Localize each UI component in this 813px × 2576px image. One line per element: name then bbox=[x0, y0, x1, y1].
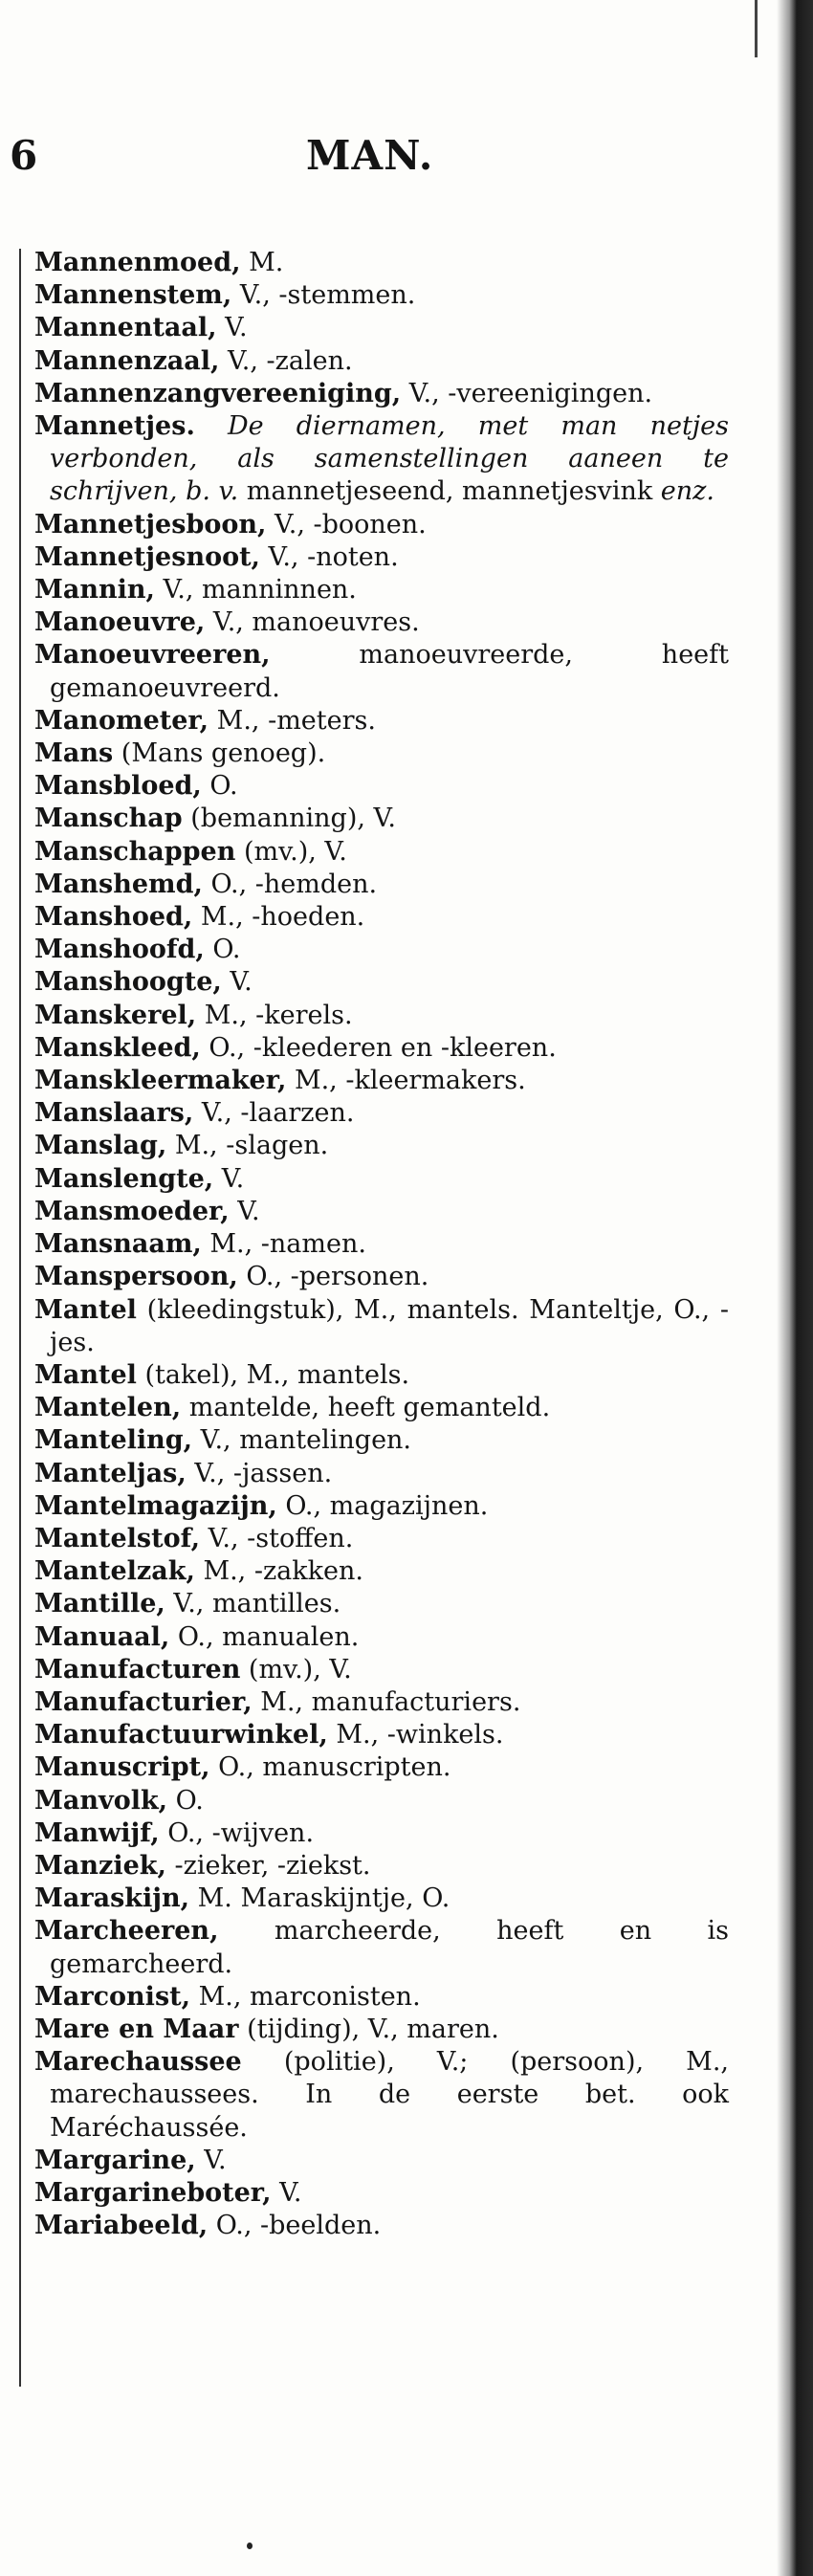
dictionary-entry bbox=[34, 378, 729, 410]
entry-headword: Manslag, bbox=[34, 1131, 167, 1161]
entry-headword: Manuaal, bbox=[34, 1621, 170, 1652]
entry-definition: mannetjeseend, mannetjesvink bbox=[238, 476, 653, 507]
dictionary-entry bbox=[34, 705, 729, 738]
entry-headword: Manspersoon, bbox=[34, 1262, 238, 1292]
entry-definition: O. bbox=[167, 1785, 204, 1816]
entry-definition: M. Maraskijntje, O. bbox=[189, 1883, 450, 1914]
entry-headword: Mannenzaal, bbox=[34, 345, 220, 376]
dictionary-entry bbox=[34, 1719, 729, 1751]
dictionary-entry bbox=[34, 1490, 729, 1523]
entry-usage-note: enz. bbox=[652, 476, 714, 507]
entry-headword: Mantel bbox=[34, 1359, 137, 1390]
entry-definition: (bemanning), V. bbox=[182, 804, 396, 834]
entry-headword: Mannin, bbox=[34, 575, 155, 605]
entry-definition: V., -jassen. bbox=[186, 1458, 333, 1488]
entry-definition: (mv.), V. bbox=[240, 1654, 352, 1684]
entry-headword: Mantel bbox=[34, 1294, 137, 1325]
dictionary-entry bbox=[34, 1130, 729, 1162]
entry-definition: O. bbox=[201, 771, 238, 802]
entry-definition: O., manuscripten. bbox=[209, 1752, 451, 1783]
entry-headword: Manufacturen bbox=[34, 1654, 241, 1684]
entry-headword: Mantelmagazijn, bbox=[34, 1490, 277, 1521]
entry-headword: Margarineboter, bbox=[34, 2177, 272, 2208]
entry-headword: Mansnaam, bbox=[34, 1229, 202, 1260]
dictionary-entry bbox=[34, 1065, 729, 1097]
entry-headword: Manteljas, bbox=[34, 1458, 187, 1488]
dictionary-entry bbox=[34, 2177, 729, 2210]
entry-definition: V., -vereenigingen. bbox=[401, 378, 653, 408]
entry-definition: V., -zalen. bbox=[219, 345, 353, 376]
entry-headword: Maraskijn, bbox=[34, 1883, 190, 1914]
page-number: 6 bbox=[10, 132, 38, 179]
entry-definition: V. bbox=[216, 313, 248, 343]
dictionary-entry bbox=[34, 2046, 729, 2145]
entry-headword: Mariabeeld, bbox=[34, 2211, 209, 2241]
column-rule bbox=[19, 249, 21, 2387]
dictionary-entry bbox=[34, 1915, 729, 1980]
entry-definition: M. bbox=[240, 248, 284, 277]
entry-definition: V. bbox=[271, 2177, 302, 2208]
entry-definition: O., -wijven. bbox=[159, 1817, 315, 1848]
entry-definition: M., -zakken. bbox=[194, 1556, 363, 1587]
entry-headword: Manufactuurwinkel, bbox=[34, 1720, 328, 1750]
entry-headword: Manskleed, bbox=[34, 1032, 201, 1063]
entry-definition: M., -meters. bbox=[209, 705, 376, 736]
entry-headword: Marconist, bbox=[34, 1981, 191, 2012]
entry-headword: Mantelen, bbox=[34, 1393, 182, 1423]
entry-headword: Manziek, bbox=[34, 1850, 166, 1881]
entry-headword: Mare en Maar bbox=[34, 2014, 239, 2044]
dictionary-entry bbox=[34, 2145, 729, 2177]
dictionary-entry bbox=[34, 901, 729, 934]
entry-definition: M., -slagen. bbox=[166, 1131, 329, 1161]
entry-headword: Marechaussee bbox=[34, 2047, 242, 2078]
entry-headword: Manslengte, bbox=[34, 1163, 214, 1194]
dictionary-entry bbox=[34, 541, 729, 574]
entry-headword: Mannenmoed, bbox=[34, 248, 241, 277]
dictionary-entry bbox=[34, 312, 729, 344]
dictionary-entry bbox=[34, 1458, 729, 1490]
entry-headword: Mantille, bbox=[34, 1589, 165, 1619]
entry-definition: O., magazijnen. bbox=[276, 1490, 489, 1521]
entry-definition: M., -kerels. bbox=[196, 1000, 353, 1030]
dictionary-entry-list bbox=[34, 247, 729, 2242]
dictionary-entry bbox=[34, 1359, 729, 1392]
entry-definition: O., -kleederen en -kleeren. bbox=[200, 1032, 557, 1063]
entry-definition: (Mans genoeg). bbox=[113, 738, 326, 769]
entry-headword: Manuscript, bbox=[34, 1752, 210, 1783]
entry-definition: V., manninnen. bbox=[154, 575, 357, 605]
entry-headword: Manteling, bbox=[34, 1425, 193, 1456]
dictionary-entry bbox=[34, 639, 729, 704]
entry-definition: M., manufacturiers. bbox=[252, 1686, 521, 1717]
entry-headword: Mannentaal, bbox=[34, 313, 217, 343]
binding-speck bbox=[755, 0, 758, 57]
dictionary-entry bbox=[34, 836, 729, 869]
entry-definition: (politie), V.; (persoon), M., marechaussees. In de eerste bet. ook Maréchaussée. bbox=[50, 2047, 729, 2143]
entry-definition: V. bbox=[213, 1163, 245, 1194]
entry-definition: V., mantelingen. bbox=[192, 1425, 412, 1456]
entry-headword: Margarine, bbox=[34, 2145, 196, 2175]
entry-definition: M., -kleermakers. bbox=[286, 1066, 526, 1096]
entry-headword: Mantelstof, bbox=[34, 1523, 201, 1553]
dictionary-entry bbox=[34, 1686, 729, 1719]
dictionary-entry bbox=[34, 1163, 729, 1196]
entry-definition: V., -stemmen. bbox=[231, 280, 416, 311]
dictionary-entry bbox=[34, 1228, 729, 1261]
dictionary-entry bbox=[34, 770, 729, 803]
dictionary-entry bbox=[34, 1523, 729, 1555]
dictionary-entry bbox=[34, 2014, 729, 2046]
entry-definition: (takel), M., mantels. bbox=[136, 1359, 410, 1390]
dictionary-entry bbox=[34, 1196, 729, 1228]
dictionary-entry bbox=[34, 574, 729, 606]
entry-headword: Mannetjes. bbox=[34, 411, 195, 442]
dictionary-entry bbox=[34, 1588, 729, 1620]
dictionary-entry bbox=[34, 1751, 729, 1784]
dictionary-entry bbox=[34, 1000, 729, 1032]
entry-headword: Manwijf, bbox=[34, 1817, 160, 1848]
entry-definition: mantelde, heeft gemanteld. bbox=[181, 1393, 551, 1423]
entry-definition: V. bbox=[195, 2145, 227, 2175]
dictionary-entry bbox=[34, 738, 729, 770]
entry-headword: Manshemd, bbox=[34, 869, 203, 899]
dictionary-entry bbox=[34, 1981, 729, 2014]
entry-headword: Manskerel, bbox=[34, 1000, 197, 1030]
entry-definition: M., -hoeden. bbox=[192, 902, 365, 933]
dictionary-entry bbox=[34, 1882, 729, 1915]
ink-speck bbox=[247, 2543, 253, 2549]
dictionary-entry bbox=[34, 1621, 729, 1654]
entry-headword: Manslaars, bbox=[34, 1098, 194, 1129]
dictionary-entry bbox=[34, 1555, 729, 1588]
entry-headword: Manskleermaker, bbox=[34, 1066, 287, 1096]
entry-definition: (kleedingstuk), M., mantels. Manteltje, O., -jes. bbox=[50, 1294, 729, 1357]
entry-headword: Manoeuvre, bbox=[34, 607, 206, 638]
entry-headword: Mansmoeder, bbox=[34, 1196, 230, 1226]
entry-definition: (mv.), V. bbox=[235, 836, 347, 867]
entry-definition: O., -hemden. bbox=[202, 869, 378, 899]
entry-headword: Mantelzak, bbox=[34, 1556, 195, 1587]
dictionary-entry bbox=[34, 1424, 729, 1457]
entry-definition: V., -noten. bbox=[259, 541, 399, 572]
entry-headword: Mansbloed, bbox=[34, 771, 202, 802]
entry-definition: manoeuvreerde, heeft gemanoeuvreerd. bbox=[50, 640, 729, 703]
dictionary-entry bbox=[34, 1850, 729, 1882]
entry-headword: Mannetjesboon, bbox=[34, 509, 267, 539]
entry-definition: O., -personen. bbox=[237, 1262, 429, 1292]
entry-usage-note: De diernamen, met man netjes verbonden, als samenstellingen aaneen te schrijven, b. v. bbox=[50, 411, 729, 507]
entry-headword: Manoeuvreeren, bbox=[34, 640, 271, 671]
entry-definition: (tijding), V., maren. bbox=[238, 2014, 499, 2044]
entry-definition: marcheerde, heeft en is gemarcheerd. bbox=[50, 1916, 729, 1979]
entry-headword: Manvolk, bbox=[34, 1785, 168, 1816]
dictionary-entry bbox=[34, 279, 729, 312]
entry-definition: V., -laarzen. bbox=[193, 1098, 355, 1129]
entry-definition: M., marconisten. bbox=[190, 1981, 421, 2012]
entry-headword: Mannenstem, bbox=[34, 280, 232, 311]
entry-definition: V., -boonen. bbox=[266, 509, 427, 539]
entry-headword: Mannetjesnoot, bbox=[34, 541, 260, 572]
dictionary-entry bbox=[34, 966, 729, 999]
entry-headword: Manometer, bbox=[34, 705, 209, 736]
entry-headword: Manshoogte, bbox=[34, 967, 222, 998]
entry-definition: O., -beelden. bbox=[208, 2211, 382, 2241]
dictionary-entry bbox=[34, 1032, 729, 1065]
dictionary-entry bbox=[34, 934, 729, 966]
dictionary-entry bbox=[34, 345, 729, 378]
running-head: MAN. bbox=[306, 132, 434, 179]
dictionary-entry bbox=[34, 606, 729, 639]
dictionary-entry bbox=[34, 1654, 729, 1686]
entry-headword: Manshoofd, bbox=[34, 935, 205, 965]
entry-definition: V., mantilles. bbox=[165, 1589, 341, 1619]
entry-definition: V. bbox=[221, 967, 253, 998]
dictionary-entry bbox=[34, 247, 729, 279]
entry-definition: V. bbox=[229, 1196, 260, 1226]
dictionary-entry bbox=[34, 1817, 729, 1850]
dictionary-entry bbox=[34, 1785, 729, 1817]
entry-definition: O. bbox=[204, 935, 241, 965]
entry-headword: Mans bbox=[34, 738, 114, 769]
dictionary-entry bbox=[34, 410, 729, 509]
dictionary-entry bbox=[34, 1097, 729, 1130]
book-binding-edge bbox=[777, 0, 813, 2576]
entry-definition: O., manualen. bbox=[169, 1621, 360, 1652]
entry-definition: -zieker, -ziekst. bbox=[165, 1850, 371, 1881]
entry-headword: Manschappen bbox=[34, 836, 236, 867]
dictionary-entry bbox=[34, 803, 729, 835]
entry-headword: Manshoed, bbox=[34, 902, 193, 933]
dictionary-entry bbox=[34, 509, 729, 541]
dictionary-entry bbox=[34, 1261, 729, 1293]
entry-headword: Manschap bbox=[34, 804, 183, 834]
entry-definition: M., -namen. bbox=[201, 1229, 366, 1260]
entry-definition: M., -winkels. bbox=[327, 1720, 504, 1750]
dictionary-entry bbox=[34, 2210, 729, 2242]
entry-definition: V., manoeuvres. bbox=[205, 607, 420, 638]
entry-headword: Mannenzangvereeniging, bbox=[34, 378, 402, 408]
entry-definition: V., -stoffen. bbox=[200, 1523, 354, 1553]
dictionary-entry bbox=[34, 1392, 729, 1424]
dictionary-entry bbox=[34, 1294, 729, 1359]
entry-headword: Marcheeren, bbox=[34, 1916, 219, 1947]
entry-headword: Manufacturier, bbox=[34, 1686, 253, 1717]
dictionary-entry bbox=[34, 869, 729, 901]
